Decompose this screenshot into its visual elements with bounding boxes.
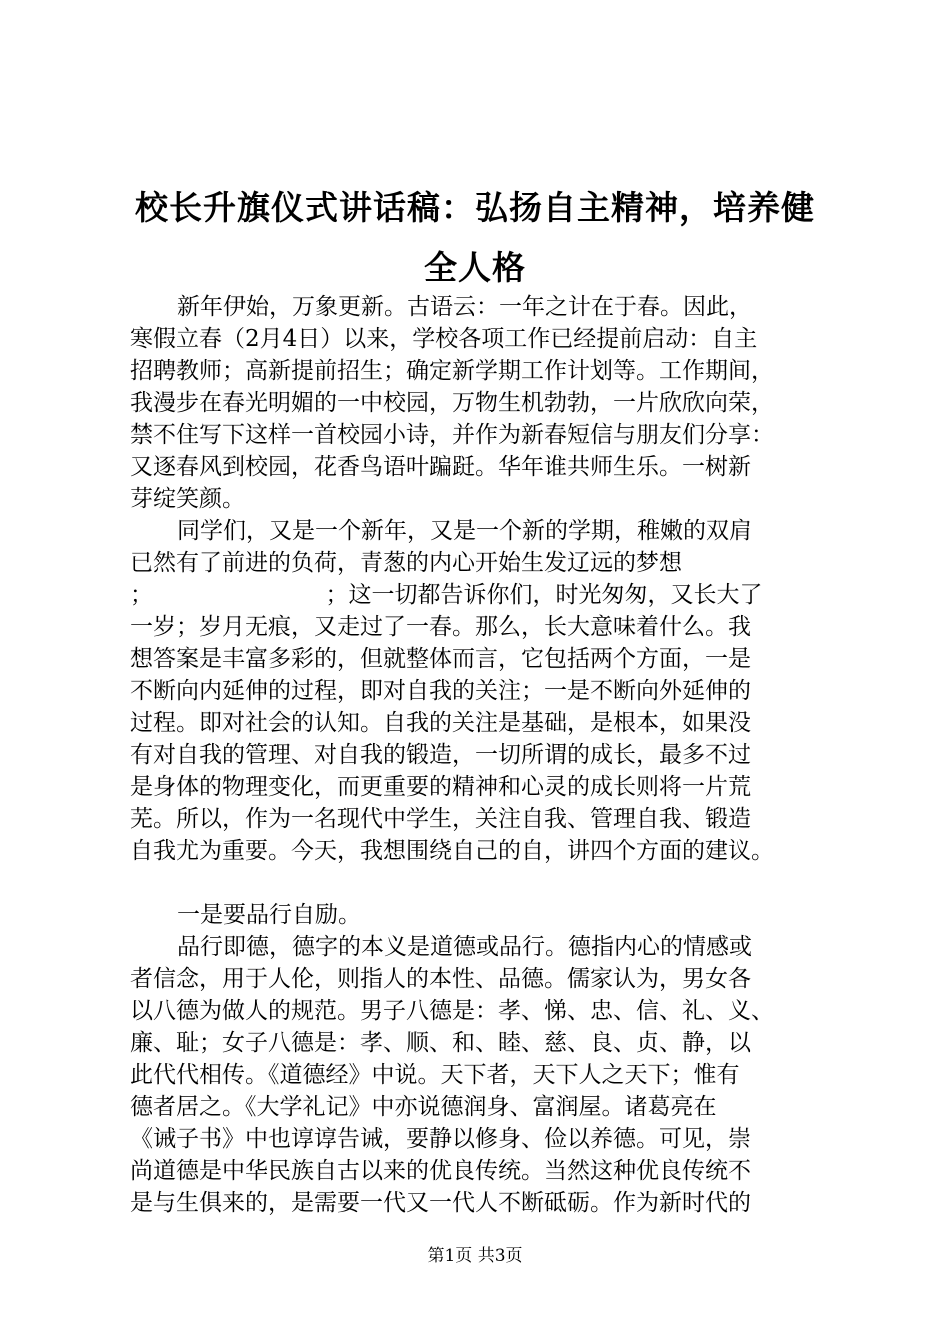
paragraph-line: 德者居之。《大学礼记》中亦说德润身、富润屋。诸葛亮在: [130, 1094, 717, 1120]
paragraph-line: 是与生俱来的，是需要一代又一代人不断砥砺。作为新时代的: [130, 1190, 751, 1216]
document-title: [100, 178, 850, 298]
paragraph-line: 是身体的物理变化，而更重要的精神和心灵的成长则将一片荒: [130, 774, 751, 800]
blank-line: [130, 867, 840, 899]
paragraph-line: 禁不住写下这样一首校园小诗，并作为新春短信与朋友们分享：: [130, 422, 774, 448]
paragraph-line: 已然有了前进的负荷，青葱的内心开始生发辽远的梦想: [130, 550, 682, 576]
section-heading: 一是要品行自励。: [177, 902, 361, 928]
title-line: 全人格: [424, 248, 526, 287]
page-footer: 第1页 共3页: [427, 1246, 523, 1266]
paragraph-line: 芜。所以，作为一名现代中学生，关注自我、管理自我、锻造: [130, 806, 751, 832]
paragraph-line: 自我尤为重要。今天，我想围绕自己的自，讲四个方面的建议。: [130, 838, 774, 864]
title-line: 校长升旗仪式讲话稿：弘扬自主精神，培养健: [135, 188, 815, 227]
paragraph-line: 又逐春风到校园，花香鸟语叶蹁跹。华年谁共师生乐。一树新: [130, 454, 751, 480]
paragraph-line: 尚道德是中华民族自古以来的优良传统。当然这种优良传统不: [130, 1158, 751, 1184]
paragraph-line: 我漫步在春光明媚的一中校园，万物生机勃勃，一片欣欣向荣，: [130, 390, 774, 416]
paragraph-line: 不断向内延伸的过程，即对自我的关注；一是不断向外延伸的: [130, 678, 751, 704]
paragraph-line: 想答案是丰富多彩的，但就整体而言，它包括两个方面，一是: [130, 646, 751, 672]
paragraph-line: 芽绽笑颜。: [130, 486, 245, 512]
paragraph-line: ； ；这一切都告诉你们，时光匆匆，又长大了: [130, 582, 763, 608]
paragraph-line: 此代代相传。《道德经》中说。天下者，天下人之天下；惟有: [130, 1062, 740, 1088]
paragraph-line: 一岁；岁月无痕，又走过了一春。那么，长大意味着什么。我: [130, 614, 751, 640]
paragraph-line: 寒假立春（2月4日）以来，学校各项工作已经提前启动：自主: [130, 326, 758, 352]
paragraph-line: 有对自我的管理、对自我的锻造，一切所谓的成长，最多不过: [130, 742, 751, 768]
paragraph-line: 招聘教师；高新提前招生；确定新学期工作计划等。工作期间，: [130, 358, 774, 384]
document-body: [130, 291, 840, 1219]
paragraph-line: 者信念，用于人伦，则指人的本性、品德。儒家认为，男女各: [130, 966, 751, 992]
paragraph-line: 新年伊始，万象更新。古语云：一年之计在于春。因此，: [177, 294, 752, 320]
paragraph-line: 品行即德，德字的本义是道德或品行。德指内心的情感或: [177, 934, 752, 960]
paragraph-line: 《诫子书》中也谆谆告诫，要静以修身、俭以养德。可见，崇: [130, 1126, 751, 1152]
paragraph-line: 以八德为做人的规范。男子八德是：孝、悌、忠、信、礼、义、: [130, 998, 774, 1024]
paragraph-line: 廉、耻；女子八德是：孝、顺、和、睦、慈、良、贞、静，以: [130, 1030, 751, 1056]
paragraph-line: 过程。即对社会的认知。自我的关注是基础，是根本，如果没: [130, 710, 751, 736]
paragraph-line: 同学们，又是一个新年，又是一个新的学期，稚嫩的双肩: [177, 518, 752, 544]
